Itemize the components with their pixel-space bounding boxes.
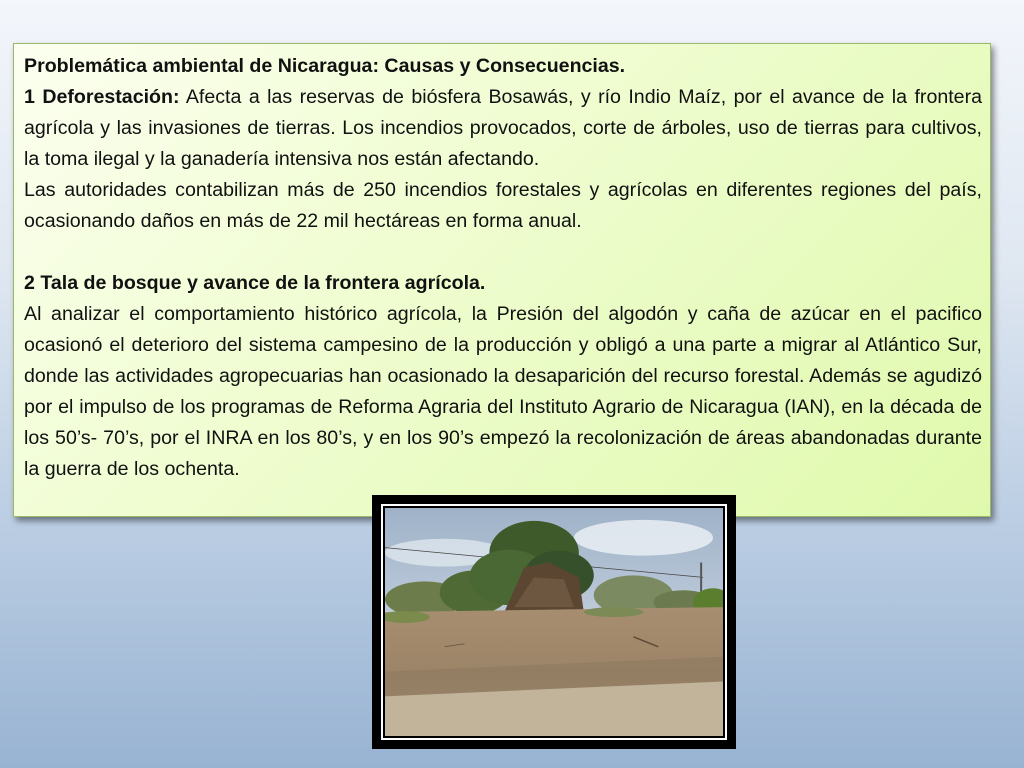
section1-paragraph: [24, 82, 982, 175]
section1-heading: 1 Deforestación:: [24, 86, 180, 108]
cleared-land-photo-illustration: [385, 508, 723, 736]
slide-title: Problemática ambiental de Nicaragua: Causas y Consecuencias.: [24, 55, 626, 77]
content-text-box: [13, 43, 991, 517]
deforestation-photo-frame: [372, 495, 736, 749]
section2-heading: 2 Tala de bosque y avance de la frontera agrícola.: [24, 272, 486, 294]
section1-paragraph-2: Las autoridades contabilizan más de 250 incendios forestales y agrícolas en diferentes regiones del país, ocasionando daños en más de 22 mil hectáreas en forma anual.: [24, 179, 982, 232]
section1-body: Afecta a las reservas de biósfera Bosawás, y río Indio Maíz, por el avance de la frontera agrícola y las invasiones de tierras. Los incendios provocados, corte de árboles, uso de tierras para cultivos, la toma ilegal y la ganadería intensiva nos están afectando.: [24, 86, 982, 170]
section2-body: Al analizar el comportamiento histórico agrícola, la Presión del algodón y caña de azúcar en el pacifico ocasionó el deterioro del sistema campesino de la producción y obligó a una parte a migrar al Atlántico Sur, donde las actividades agropecuarias han ocasionado la desaparición del recurso forestal. Además se agudizó por el impulso de los programas de Reforma Agraria del Instituto Agrario de Nicaragua (IAN), en la década de los 50’s- 70’s, por el INRA en los 80’s, y en los 90’s empezó la recolonización de áreas abandonadas durante la guerra de los ochenta.: [24, 303, 982, 480]
paragraph-spacer: [24, 237, 982, 268]
deforestation-photo: [381, 504, 727, 740]
